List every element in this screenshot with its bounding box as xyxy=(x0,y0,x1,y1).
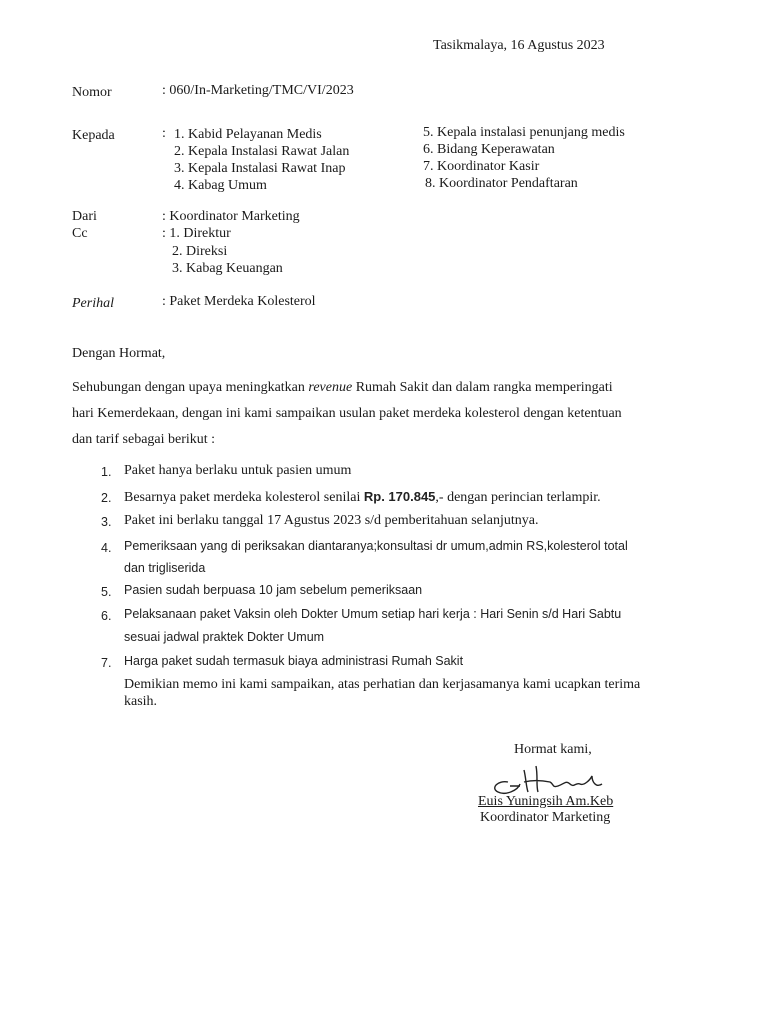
perihal-value: : Paket Merdeka Kolesterol xyxy=(162,294,316,309)
list-number: 6. xyxy=(101,609,112,623)
kepada-list-right xyxy=(423,124,625,192)
closing-line-2: kasih. xyxy=(124,694,158,709)
intro-text: Rumah Sakit dan dalam rangka memperingati xyxy=(352,380,613,395)
signatory-title: Koordinator Marketing xyxy=(480,810,611,825)
cc-first: : 1. Direktur xyxy=(162,226,231,241)
letter-date: Tasikmalaya, 16 Agustus 2023 xyxy=(433,38,605,53)
kepada-colon: : xyxy=(162,126,166,141)
intro-line-2: hari Kemerdekaan, dengan ini kami sampaikan usulan paket merdeka kolesterol dengan ketentuan xyxy=(72,406,622,421)
list-item: Pelaksanaan paket Vaksin oleh Dokter Umum setiap hari kerja : Hari Senin s/d Hari Sabtu xyxy=(124,607,622,621)
list-item: Paket ini berlaku tanggal 17 Agustus 2023 s/d pemberitahuan selanjutnya. xyxy=(124,513,539,528)
list-item-cont: sesuai jadwal praktek Dokter Umum xyxy=(124,630,325,644)
list-item: Pasien sudah berpuasa 10 jam sebelum pemeriksaan xyxy=(124,583,423,597)
list-item-text: ,- dengan perincian terlampir. xyxy=(435,490,601,505)
list-item: Harga paket sudah termasuk biaya administrasi Rumah Sakit xyxy=(124,654,464,668)
perihal-label: Perihal xyxy=(72,296,114,311)
nomor-value: : 060/In-Marketing/TMC/VI/2023 xyxy=(162,83,354,98)
list-number: 4. xyxy=(101,541,112,555)
intro-line-3: dan tarif sebagai berikut : xyxy=(72,432,216,447)
list-number: 5. xyxy=(101,585,112,599)
recipient-item: 3. Kepala Instalasi Rawat Inap xyxy=(174,161,346,176)
intro-line-1 xyxy=(72,380,613,396)
intro-emphasis: revenue xyxy=(308,380,353,395)
nomor-label: Nomor xyxy=(72,85,112,100)
signature-greeting: Hormat kami, xyxy=(514,742,592,757)
recipient-item: 1. Kabid Pelayanan Medis xyxy=(174,127,322,142)
closing-line-1: Demikian memo ini kami sampaikan, atas perhatian dan kerjasamanya kami ucapkan terima xyxy=(124,677,641,692)
list-number: 1. xyxy=(101,465,112,479)
list-item xyxy=(124,489,601,506)
kepada-label: Kepada xyxy=(72,128,115,143)
recipient-item: 2. Kepala Instalasi Rawat Jalan xyxy=(174,144,350,159)
recipient-item: 6. Bidang Keperawatan xyxy=(423,142,555,157)
price-value: Rp. 170.845 xyxy=(363,489,436,504)
dari-value: : Koordinator Marketing xyxy=(162,209,300,224)
signatory-name: Euis Yuningsih Am.Keb xyxy=(478,794,614,809)
handwritten-signature xyxy=(480,758,630,798)
list-number: 7. xyxy=(101,656,112,670)
list-item-text: Besarnya paket merdeka kolesterol senilai xyxy=(124,490,364,505)
list-number: 2. xyxy=(101,491,112,505)
kepada-list-left xyxy=(174,126,349,194)
recipient-item: 5. Kepala instalasi penunjang medis xyxy=(423,125,625,140)
cc-item: 2. Direksi xyxy=(172,244,228,259)
cc-list xyxy=(172,243,283,277)
intro-text: Sehubungan dengan upaya meningkatkan xyxy=(72,380,309,395)
dari-label: Dari xyxy=(72,209,97,224)
list-number: 3. xyxy=(101,515,112,529)
list-item: Pemeriksaan yang di periksakan diantaranya;konsultasi dr umum,admin RS,kolesterol total xyxy=(124,539,628,553)
salutation: Dengan Hormat, xyxy=(72,346,166,361)
cc-label: Cc xyxy=(72,226,88,241)
recipient-item: 4. Kabag Umum xyxy=(174,178,267,193)
list-item: Paket hanya berlaku untuk pasien umum xyxy=(124,463,352,478)
list-item-cont: dan trigliserida xyxy=(124,561,206,575)
recipient-item: 7. Koordinator Kasir xyxy=(423,159,540,174)
recipient-item: 8. Koordinator Pendaftaran xyxy=(425,176,578,191)
cc-item: 3. Kabag Keuangan xyxy=(172,261,283,276)
